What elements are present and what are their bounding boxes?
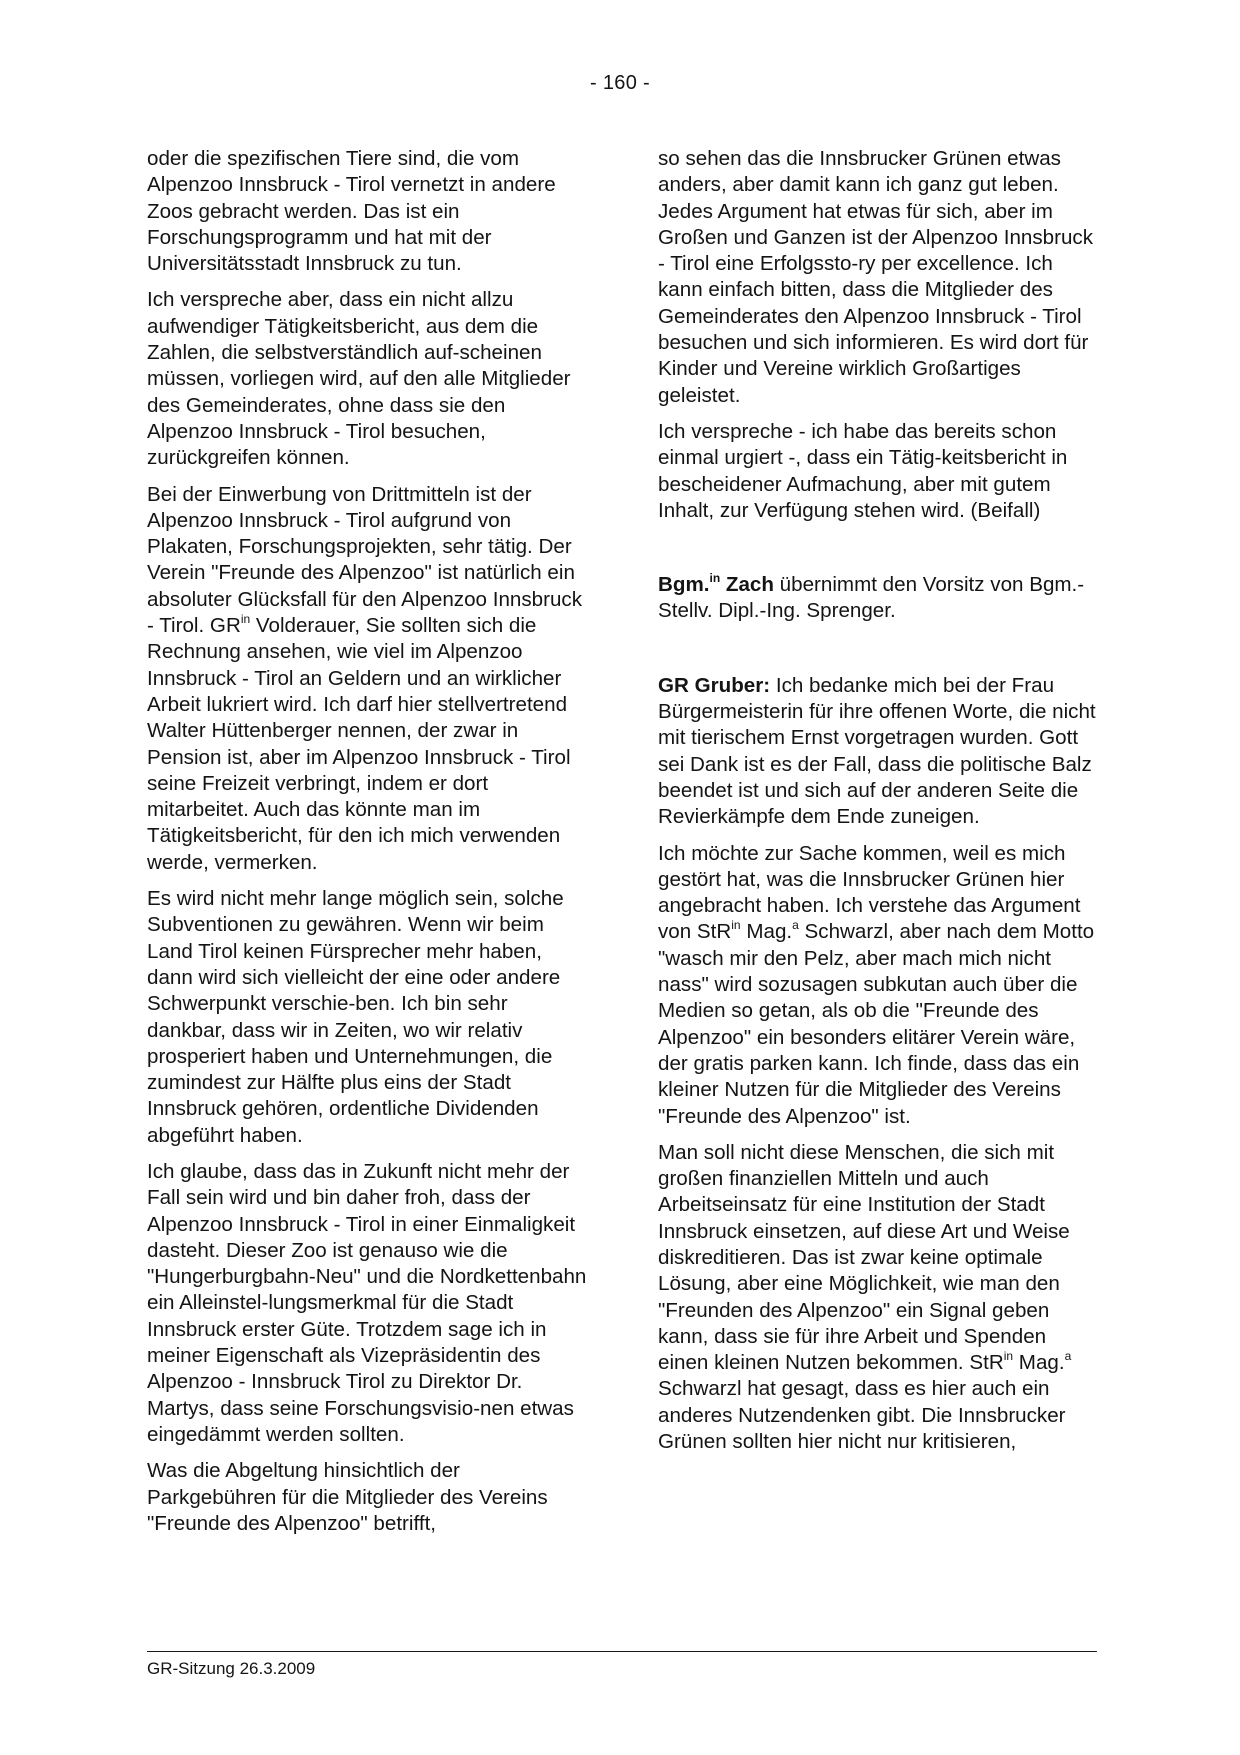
superscript: in (709, 571, 721, 586)
text-run: Mag. (1013, 1351, 1065, 1375)
text-run: Schwarzl, aber nach dem Motto "wasch mir den Pelz, aber mach mich nicht nass" wird sozusagen subkutan auch über die Medien so getan, als ob die "Freunde des Alpenzoo" ein besonders elitärer Verein wäre, der gratis parken kann. Ich finde, dass das ein kleiner Nutzen für die Mitglieder des Vereins "Freunde des Alpenzoo" ist. (658, 920, 1095, 1128)
speaker-name: Zach (720, 573, 774, 597)
paragraph (658, 841, 1100, 1130)
paragraph: Ich verspreche - ich habe das bereits schon einmal urgiert -, dass ein Tätig-keitsbericht in bescheidener Aufmachung, aber mit gutem Inhalt, zur Verfügung stehen wird. (Beifall) (658, 419, 1068, 522)
footer-divider (147, 1651, 1097, 1652)
footer-text: GR-Sitzung 26.3.2009 (147, 1659, 316, 1678)
superscript: in (731, 918, 741, 933)
superscript: in (240, 612, 251, 627)
paragraph: Ich verspreche aber, dass ein nicht allzu aufwendiger Tätigkeitsbericht, aus dem die Zahlen, die selbstverständlich auf-scheinen müssen, vorliegen wird, auf den alle Mitglieder des Gemeinderates, ohne dass sie den Alpenzoo Innsbruck - Tirol besuchen, zurückgreifen können. (147, 288, 571, 470)
speaker-label: GR Gruber: (658, 673, 771, 697)
paragraph (147, 482, 589, 876)
paragraph: so sehen das die Innsbrucker Grünen etwas anders, aber damit kann ich ganz gut leben. Jedes Argument hat etwas für sich, aber im Großen und Ganzen ist der Alpenzoo Innsbruck - Tirol eine Erfolgssto-ry per excellence. Ich kann einfach bitten, dass die Mitglieder des Gemeinderates den Alpenzoo Innsbruck - Tirol besuchen und sich informieren. Es wird dort für Kinder und Vereine wirklich Großartiges geleistet. (658, 147, 1094, 407)
text-run: übernimmt den Vorsitz von Bgm.-Stellv. Dipl.-Ing. Sprenger. (658, 573, 1085, 623)
paragraph: Was die Abgeltung hinsichtlich der Parkgebühren für die Mitglieder des Vereins "Freunde des Alpenzoo" betrifft, (147, 1459, 548, 1535)
paragraph (658, 1140, 1100, 1456)
speech-paragraph (658, 673, 1100, 831)
text-run: Volderauer, Sie sollten sich die Rechnung ansehen, wie viel im Alpenzoo Innsbruck - Tirol an Geldern und an wirklicher Arbeit lukriert wird. Ich darf hier stellvertretend Walter Hüttenberger nennen, der zwar in Pension ist, aber im Alpenzoo Innsbruck - Tirol seine Freizeit verbringt, indem er dort mitarbeitet. Auch das könnte man im Tätigkeitsbericht, für den ich mich verwenden werde, vermerken. (147, 614, 571, 874)
speaker-title: Bgm. (658, 573, 710, 597)
superscript: in (1003, 1349, 1014, 1364)
paragraph: oder die spezifischen Tiere sind, die vom Alpenzoo Innsbruck - Tirol vernetzt in andere Zoos gebracht werden. Das ist ein Forschungsprogramm und hat mit der Universitätsstadt Innsbruck zu tun. (147, 147, 556, 276)
superscript: a (1064, 1349, 1072, 1364)
text-run: Mag. (740, 920, 793, 944)
chair-change-notice (658, 572, 1100, 625)
text-run: Bei der Einwerbung von Drittmitteln ist der Alpenzoo Innsbruck - Tirol aufgrund von Plakaten, Forschungsprojekten, sehr tätig. Der Verein "Freunde des Alpenzoo" ist natürlich ein absoluter Glücksfall für den Alpenzoo Innsbruck - Tirol. GR (147, 482, 583, 638)
paragraph: Ich glaube, dass das in Zukunft nicht mehr der Fall sein wird und bin daher froh, dass der Alpenzoo Innsbruck - Tirol in einer Einmaligkeit dasteht. Dieser Zoo ist genauso wie die "Hungerburgbahn-Neu" und die Nordkettenbahn ein Alleinstel-lungsmerkmal für die Stadt Innsbruck erster Güte. Trotzdem sage ich in meiner Eigenschaft als Vizepräsidentin des Alpenzoo - Innsbruck Tirol zu Direktor Dr. Martys, dass seine Forschungsvisio-nen etwas eingedämmt werden sollten. (147, 1159, 587, 1446)
right-column (658, 146, 1100, 1465)
text-run: Ich bedanke mich bei der Frau Bürgermeisterin für ihre offenen Worte, die nicht mit tierischem Ernst vorgetragen wurden. Gott sei Dank ist es der Fall, dass die politische Balz beendet ist und sich auf der anderen Seite die Revierkämpfe dem Ende zuneigen. (658, 673, 1096, 829)
paragraph: Es wird nicht mehr lange möglich sein, solche Subventionen zu gewähren. Wenn wir beim Land Tirol keinen Fürsprecher mehr haben, dann wird sich vielleicht der eine oder andere Schwerpunkt verschie-ben. Ich bin sehr dankbar, dass wir in Zeiten, wo wir relativ prosperiert haben und Unternehmungen, die zumindest zur Hälfte plus eins der Stadt Innsbruck gehören, ordentliche Dividenden abgeführt haben. (147, 887, 564, 1147)
text-run: Schwarzl hat gesagt, dass es hier auch ein anderes Nutzendenken gibt. Die Innsbrucker Grünen sollten hier nicht nur kritisieren, (658, 1377, 1066, 1454)
left-column (147, 146, 589, 1547)
text-run: Ich möchte zur Sache kommen, weil es mich gestört hat, was die Innsbrucker Grünen hier angebracht haben. Ich verstehe das Argument von StR (658, 841, 1081, 944)
page-number: - 160 - (590, 72, 650, 94)
superscript: a (792, 918, 799, 933)
text-run: Man soll nicht diese Menschen, die sich mit großen finanziellen Mitteln und auch Arbeitseinsatz für eine Institution der Stadt Innsbruck einsetzen, auf diese Art und Weise diskreditieren. Das ist zwar keine optimale Lösung, aber eine Möglichkeit, wie man den "Freunden des Alpenzoo" ein Signal geben kann, dass sie für ihre Arbeit und Spenden einen kleinen Nutzen bekommen. StR (658, 1140, 1070, 1375)
